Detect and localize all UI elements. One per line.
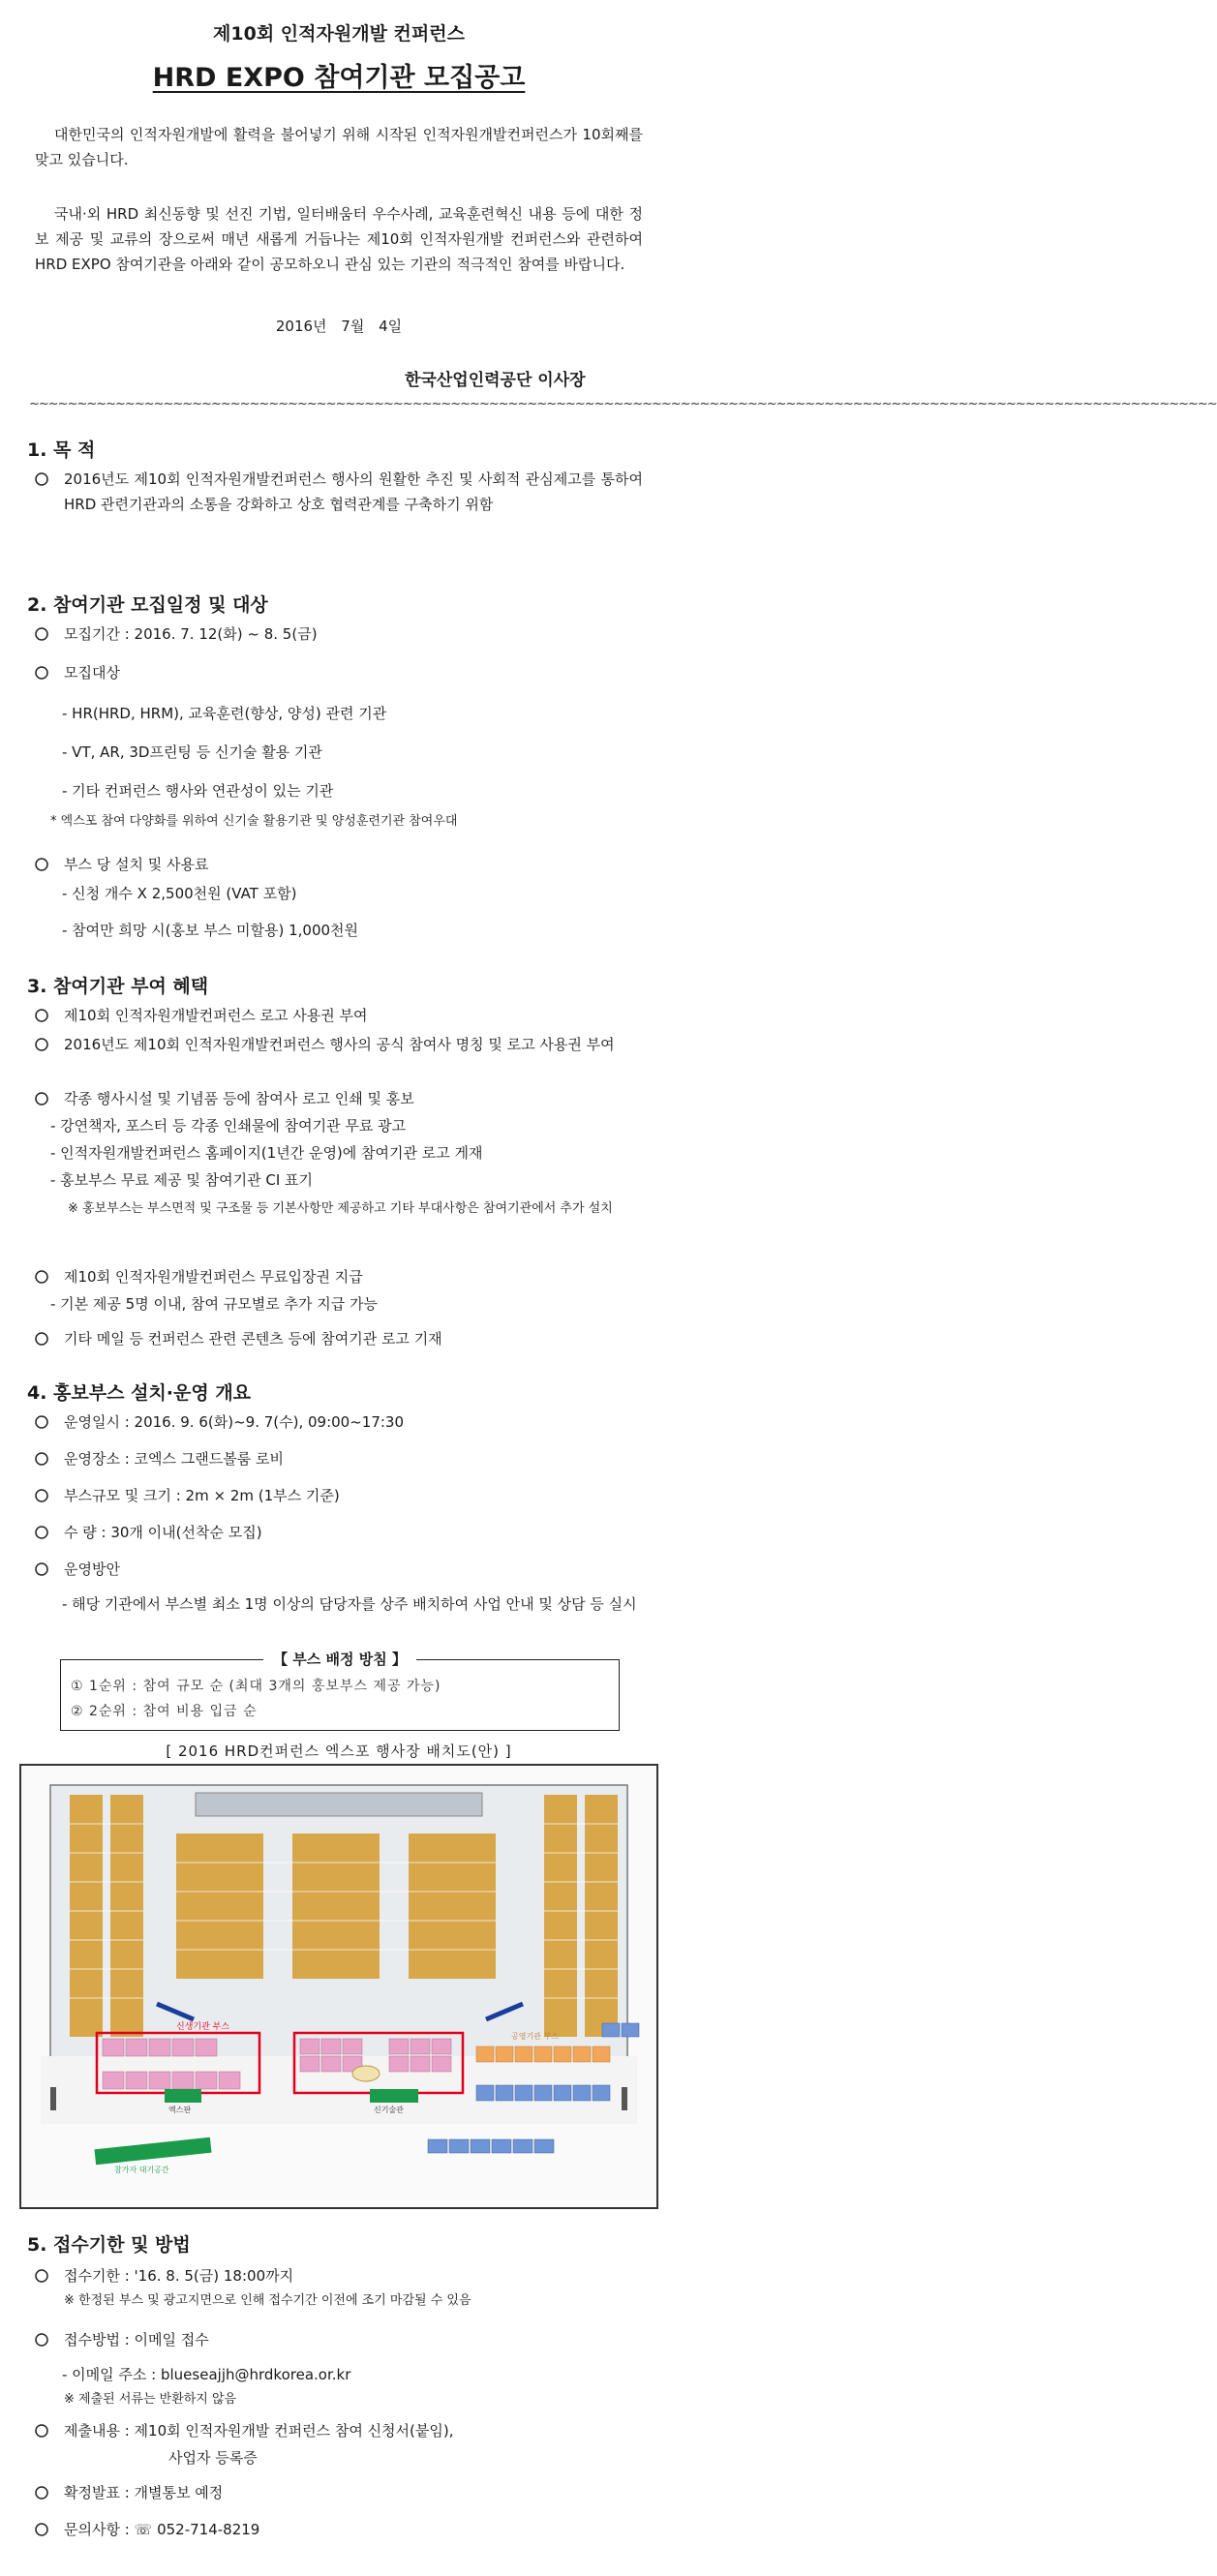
bullet-item	[35, 852, 643, 877]
booth-allocation-title: 【 부스 배정 방침 】	[263, 1651, 416, 1668]
bullet-item	[35, 2418, 643, 2443]
circle-bullet-icon	[35, 1415, 48, 1429]
benefit-text: 제10회 인적자원개발컨퍼런스 로고 사용권 부여	[64, 1007, 368, 1024]
deadline: 접수기한 : '16. 8. 5(금) 18:00까지	[64, 2267, 294, 2285]
circle-bullet-icon	[35, 858, 48, 871]
purpose-text: 2016년도 제10회 인적자원개발컨퍼런스 행사의 원활한 추진 및 사회적 관심제고를 통하여 HRD 관련기관과의 소통을 강화하고 상호 협력관계를 구축하기 위함	[64, 470, 643, 513]
map-label-expand: 엑스판	[168, 2106, 192, 2114]
bullet-item	[35, 1032, 643, 1057]
page-title: HRD EXPO 참여기관 모집공고	[152, 63, 526, 93]
bullet-item	[35, 1326, 643, 1351]
circle-bullet-icon	[35, 2333, 48, 2347]
contact-info: 문의사항 : ☏ 052-714-8219	[64, 2521, 260, 2538]
bullet-item	[35, 2327, 643, 2352]
map-label-tech: 신기술관	[374, 2106, 404, 2114]
operation-plan-label: 운영방안	[64, 1561, 120, 1578]
circle-bullet-icon	[35, 1332, 48, 1346]
booth-size: 부스규모 및 크기 : 2m × 2m (1부스 기준)	[64, 1487, 340, 1504]
bullet-item	[35, 1409, 643, 1435]
circle-bullet-icon	[35, 472, 48, 486]
recruit-period: 모집기간 : 2016. 7. 12(화) ~ 8. 5(금)	[64, 625, 318, 643]
bullet-item	[35, 1086, 643, 1111]
circle-bullet-icon	[35, 1562, 48, 1576]
bullet-item	[35, 2263, 643, 2288]
circle-bullet-icon	[35, 1009, 48, 1022]
benefit-detail: - 기본 제공 5명 이내, 참여 규모별로 추가 지급 가능	[50, 1295, 378, 1313]
bullet-item	[35, 2480, 643, 2505]
bullet-item	[35, 1557, 643, 1582]
section-2-heading: 2. 참여기관 모집일정 및 대상	[27, 594, 268, 616]
target-item: - 기타 컨퍼런스 행사와 연관성이 있는 기관	[62, 782, 334, 800]
circle-bullet-icon	[35, 2269, 48, 2283]
booth-note: ※ 홍보부스는 부스면적 및 구조물 등 기본사항만 제공하고 기타 부대사항은 참여기관에서 추가 설치	[68, 1201, 613, 1216]
map-label-new-booth: 신생기관 부스	[176, 2022, 230, 2032]
application-method: 접수방법 : 이메일 접수	[64, 2331, 209, 2349]
benefit-detail: - 홍보부스 무료 제공 및 참여기관 CI 표기	[50, 1171, 314, 1189]
operation-venue: 운영장소 : 코엑스 그랜드볼룸 로비	[64, 1450, 284, 1468]
circle-bullet-icon	[35, 627, 48, 641]
circle-bullet-icon	[35, 1270, 48, 1284]
benefit-text: 2016년도 제10회 인적자원개발컨퍼런스 행사의 공식 참여사 명칭 및 로고 사용권 부여	[64, 1036, 615, 1053]
bullet-item	[35, 1264, 643, 1289]
circle-bullet-icon	[35, 2424, 48, 2438]
benefit-text: 제10회 인적자원개발컨퍼런스 무료입장권 지급	[64, 1268, 363, 1286]
section-3-heading: 3. 참여기관 부여 혜택	[27, 976, 209, 997]
recruit-target-label: 모집대상	[64, 664, 120, 682]
announcement: 확정발표 : 개별통보 예정	[64, 2484, 224, 2501]
intro-paragraph-1: 대한민국의 인적자원개발에 활력을 불어넣기 위해 시작된 인적자원개발컨퍼런스가 10회째를 맞고 있습니다.	[35, 126, 643, 168]
fee-item: - 신청 개수 X 2,500천원 (VAT 포함)	[62, 885, 297, 902]
section-5-heading: 5. 접수기한 및 방법	[27, 2234, 191, 2256]
booth-quantity: 수 량 : 30개 이내(선착순 모집)	[64, 1524, 262, 1541]
section-4-heading: 4. 홍보부스 설치·운영 개요	[27, 1382, 252, 1404]
benefit-text: 기타 메일 등 컨퍼런스 관련 콘텐츠 등에 참여기관 로고 기재	[64, 1330, 442, 1348]
circle-bullet-icon	[35, 1092, 48, 1106]
circle-bullet-icon	[35, 2486, 48, 2500]
email-address: - 이메일 주소 : blueseajjh@hrdkorea.or.kr	[62, 2366, 351, 2383]
circle-bullet-icon	[35, 2523, 48, 2536]
intro-paragraph-2: 국내·외 HRD 최신동향 및 선진 기법, 일터배움터 우수사례, 교육훈련혁신 내용 등에 대한 정보 제공 및 교류의 장으로써 매년 새롭게 거듭나는 제10회 인적자원개발 컨퍼런스와 관련하여 HRD EXPO 참여기관을 아래와 같이 공모하오니 관심 있는 기관의 적극적인 참여를 바랍니다.	[35, 205, 643, 273]
target-item: - VT, AR, 3D프린팅 등 신기술 활용 기관	[62, 743, 322, 761]
conference-subtitle: 제10회 인적자원개발 컨퍼런스	[213, 23, 465, 45]
bullet-item	[35, 1446, 643, 1471]
circle-bullet-icon	[35, 1526, 48, 1539]
benefit-detail: - 강연책자, 포스터 등 각종 인쇄물에 참여기관 무료 광고	[50, 1117, 407, 1135]
venue-map-caption: [ 2016 HRD컨퍼런스 엑스포 행사장 배치도(안) ]	[166, 1743, 512, 1760]
bullet-item	[35, 621, 643, 647]
bullet-item	[35, 2517, 643, 2542]
preference-note: * 엑스포 참여 다양화를 위하여 신기술 활용기관 및 양성훈련기관 참여우대	[50, 814, 458, 829]
benefit-detail: - 인적자원개발컨퍼런스 홈페이지(1년간 운영)에 참여기관 로고 게재	[50, 1144, 483, 1162]
circle-bullet-icon	[35, 666, 48, 680]
target-item: - HR(HRD, HRM), 교육훈련(향상, 양성) 관련 기관	[62, 705, 387, 722]
map-label-public-booth: 공영기관 부스	[511, 2032, 559, 2041]
fee-item: - 참여만 희망 시(홍보 부스 미할용) 1,000천원	[62, 922, 359, 939]
bullet-item	[35, 467, 643, 517]
submission-content: 제출내용 : 제10회 인적자원개발 컨퍼런스 참여 신청서(붙임),	[64, 2422, 454, 2440]
return-note: ※ 제출된 서류는 반환하지 않음	[64, 2392, 237, 2407]
bullet-item	[35, 1003, 643, 1028]
section-1-heading: 1. 목 적	[27, 439, 96, 461]
fee-label: 부스 당 설치 및 사용료	[64, 856, 209, 873]
bullet-item	[35, 1483, 643, 1508]
map-label-waiting: 참가자 대기공간	[114, 2166, 169, 2174]
allocation-rule-1: ① 1순위 : 참여 규모 순 (최대 3개의 홍보부스 제공 가능)	[71, 1679, 441, 1694]
signer: 한국산업인력공단 이사장	[405, 371, 586, 390]
circle-bullet-icon	[35, 1038, 48, 1051]
booth-allocation-box	[60, 1651, 620, 1731]
venue-layout-map	[19, 1764, 658, 2209]
benefit-text: 각종 행사시설 및 기념품 등에 참여사 로고 인쇄 및 홍보	[64, 1090, 414, 1107]
operation-date: 운영일시 : 2016. 9. 6(화)~9. 7(수), 09:00~17:30	[64, 1413, 405, 1431]
allocation-rule-2: ② 2순위 : 참여 비용 입금 순	[71, 1704, 258, 1719]
circle-bullet-icon	[35, 1452, 48, 1466]
deadline-note: ※ 한정된 부스 및 광고지면으로 인해 접수기간 이전에 조기 마감될 수 있음	[64, 2293, 472, 2308]
circle-bullet-icon	[35, 1489, 48, 1502]
submission-content-cont: 사업자 등록증	[168, 2449, 258, 2467]
venue-layout-drawing	[21, 1766, 656, 2207]
bullet-item	[35, 1520, 643, 1545]
divider: ~~~~~~~~~~~~~~~~~~~~~~~~~~~~~~~~~~~~~~~~~~~~~~~~~~~~~~~~~~~~~~~~~~~~~~~~~~~~~~~~~~~~~~~~~~~~~~~~~~~~~~~~~~~~~~~~~~~~~~~~~~~~	[29, 397, 1217, 411]
operation-plan-detail: - 해당 기관에서 부스별 최소 1명 이상의 담당자를 상주 배치하여 사업 안내 및 상담 등 실시	[62, 1595, 637, 1613]
notice-date: 2016년 7월 4일	[275, 318, 403, 335]
bullet-item	[35, 660, 643, 685]
